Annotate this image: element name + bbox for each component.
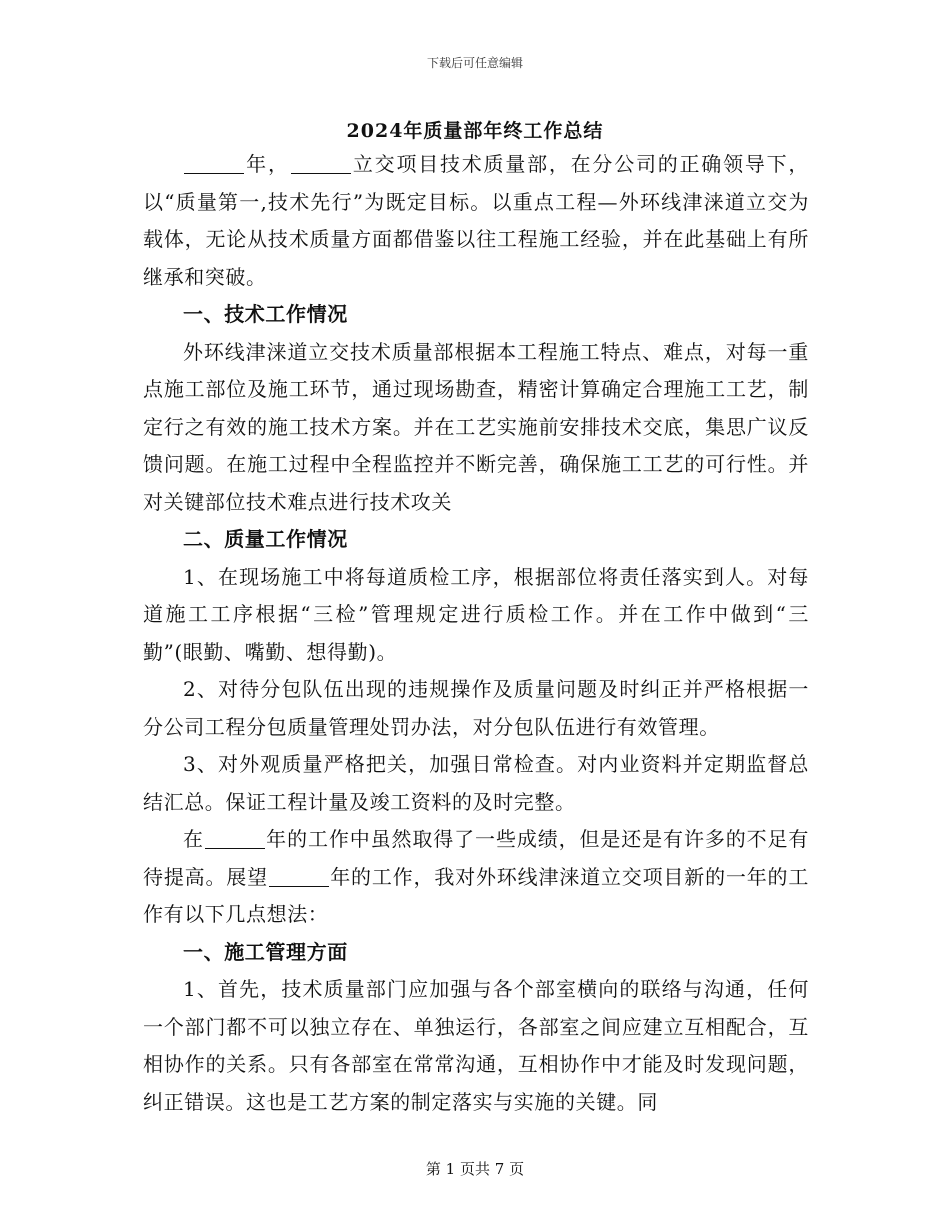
quality-item-3: 3、对外观质量严格把关，加强日常检查。对内业资料并定期监督总结汇总。保证工程计量及竣工资料的及时完整。 xyxy=(143,752,809,814)
construction-paragraph: 1、首先，技术质量部门应加强与各个部室横向的联络与沟通，任何一个部门都不可以独立存在、单独运行，各部室之间应建立互相配合，互相协作的关系。只有各部室在常常沟通，互相协作中才能及时发现问题，纠正错误。这也是工艺方案的制定落实与实施的关键。同 xyxy=(143,977,809,1114)
blank-line xyxy=(291,153,351,174)
section-heading-construction: 一、施工管理方面 xyxy=(183,939,348,964)
document-body xyxy=(143,146,809,1121)
outlook-text-1: 在 xyxy=(183,827,204,851)
technical-paragraph: 外环线津涞道立交技术质量部根据本工程施工特点、难点，对每一重点施工部位及施工环节，通过现场勘查，精密计算确定合理施工工艺，制定行之有效的施工技术方案。并在工艺实施前安排技术交底，集思广议反馈问题。在施工过程中全程监控并不断完善，确保施工工艺的可行性。并对关键部位技术难点进行技术攻关 xyxy=(143,339,809,514)
document-title: 2024年质量部年终工作总结 xyxy=(346,120,604,142)
blank-line xyxy=(205,828,265,849)
intro-text-2: 立交项目技术质量部，在分公司的正确领导下，以“质量第一,技术先行”为既定目标。以重点工程—外环线津涞道立交为载体，无论从技术质量方面都借鉴以往工程施工经验，并在此基础上有所继承和突破。 xyxy=(143,152,809,289)
intro-paragraph xyxy=(143,146,809,296)
outlook-text-2: 年的工作中虽然取得了一些成绩，但是还是有许多的不足有待提高。展望 xyxy=(143,827,809,889)
header-note: 下载后可任意编辑 xyxy=(426,56,523,70)
section-heading-technical: 一、技术工作情况 xyxy=(183,302,348,326)
intro-text-1: 年， xyxy=(245,152,290,176)
blank-line xyxy=(269,866,329,887)
outlook-paragraph xyxy=(143,821,809,934)
quality-item-1: 1、在现场施工中将每道质检工序，根据部位将责任落实到人。对每道施工工序根据“三检”管理规定进行质检工作。并在工作中做到“三勤”(眼勤、嘴勤、想得勤)。 xyxy=(143,564,809,664)
section-heading-quality: 二、质量工作情况 xyxy=(183,527,348,551)
page-footer: 第 1 页共 7 页 xyxy=(425,1160,525,1178)
outlook-text-3: 年的工作，我对外环线津涞道立交项目新的一年的工作有以下几点想法： xyxy=(143,864,809,926)
blank-line xyxy=(184,153,244,174)
quality-item-2: 2、对待分包队伍出现的违规操作及质量问题及时纠正并严格根据一分公司工程分包质量管理处罚办法，对分包队伍进行有效管理。 xyxy=(143,677,809,739)
